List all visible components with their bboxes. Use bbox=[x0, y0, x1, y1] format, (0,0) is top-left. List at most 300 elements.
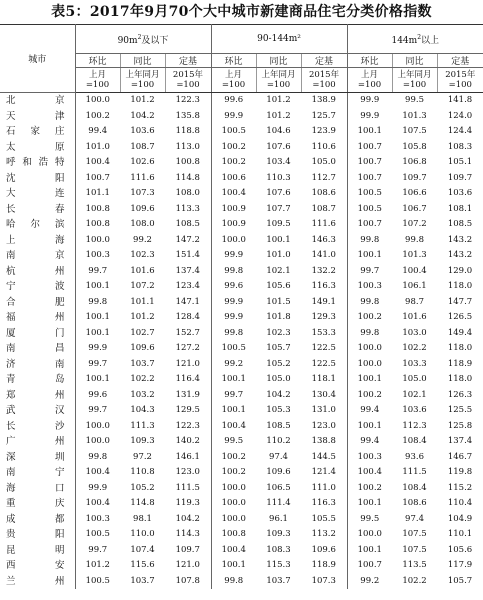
index-value: 100.1 bbox=[357, 126, 382, 136]
index-value: 101.2 bbox=[130, 312, 155, 322]
index-value: 111.0 bbox=[301, 481, 347, 497]
index-value: 102.2 bbox=[402, 575, 427, 586]
index-value: 108.4 bbox=[402, 482, 427, 493]
index-value: 99.7 bbox=[224, 389, 244, 400]
index-value: 109.5 bbox=[266, 219, 291, 229]
index-value: 149.1 bbox=[301, 295, 347, 311]
city-name: 昆明 bbox=[0, 543, 75, 559]
index-value: 118.0 bbox=[447, 374, 473, 384]
base-header: 上年同月 =100 bbox=[120, 68, 165, 93]
index-value: 101.2 bbox=[266, 110, 291, 121]
index-value: 105.5 bbox=[301, 512, 347, 528]
table-row bbox=[0, 155, 483, 171]
sub-header: 定基 bbox=[165, 54, 211, 68]
index-value: 107.5 bbox=[402, 544, 427, 555]
index-value: 108.4 bbox=[402, 436, 427, 446]
index-value: 97.4 bbox=[405, 513, 424, 524]
sub-header: 环比 bbox=[347, 54, 392, 68]
index-value: 100.0 bbox=[85, 420, 110, 431]
index-value: 100.1 bbox=[221, 374, 246, 384]
sub-header: 环比 bbox=[75, 54, 120, 68]
index-value: 100.0 bbox=[221, 482, 246, 493]
index-value: 102.1 bbox=[266, 265, 291, 276]
index-value: 98.1 bbox=[133, 513, 152, 524]
index-value: 113.2 bbox=[301, 527, 347, 543]
table-row bbox=[0, 341, 483, 357]
index-value: 101.8 bbox=[266, 312, 291, 322]
index-value: 108.5 bbox=[447, 219, 473, 229]
index-value: 111.5 bbox=[165, 481, 211, 497]
city-name: 厦门 bbox=[0, 326, 75, 342]
index-value: 146.1 bbox=[165, 450, 211, 466]
table-row bbox=[0, 171, 483, 187]
index-value: 100.0 bbox=[85, 436, 110, 446]
index-value: 123.0 bbox=[165, 465, 211, 481]
city-name: 重庆 bbox=[0, 496, 75, 512]
city-name: 太原 bbox=[0, 140, 75, 156]
index-value: 105.2 bbox=[130, 482, 155, 493]
index-value: 99.9 bbox=[88, 482, 108, 493]
base-header: 2015年 =100 bbox=[437, 68, 483, 93]
index-value: 101.0 bbox=[85, 141, 110, 152]
index-value: 103.4 bbox=[266, 157, 291, 167]
index-value: 118.1 bbox=[301, 372, 347, 388]
city-name: 南宁 bbox=[0, 465, 75, 481]
index-value: 100.1 bbox=[357, 544, 382, 555]
index-value: 101.6 bbox=[130, 265, 155, 276]
index-value: 105.8 bbox=[402, 141, 427, 152]
index-value: 103.7 bbox=[130, 358, 155, 369]
index-value: 127.2 bbox=[165, 341, 211, 357]
index-value: 100.5 bbox=[357, 188, 382, 198]
index-value: 102.1 bbox=[402, 389, 427, 400]
index-value: 114.3 bbox=[165, 527, 211, 543]
index-value: 107.6 bbox=[266, 188, 291, 198]
index-value: 97.4 bbox=[269, 451, 288, 462]
index-value: 99.7 bbox=[88, 544, 108, 555]
table-row bbox=[0, 233, 483, 249]
index-value: 99.9 bbox=[224, 312, 244, 322]
index-value: 107.7 bbox=[266, 203, 291, 214]
index-value: 146.7 bbox=[447, 451, 473, 462]
index-value: 102.3 bbox=[130, 250, 155, 260]
index-value: 132.2 bbox=[301, 264, 347, 280]
index-value: 118.9 bbox=[301, 558, 347, 574]
index-value: 126.3 bbox=[447, 389, 473, 400]
index-value: 100.0 bbox=[357, 529, 382, 539]
index-value: 143.2 bbox=[447, 250, 473, 260]
city-name: 兰州 bbox=[0, 574, 75, 590]
index-value: 100.1 bbox=[357, 420, 382, 431]
index-value: 100.1 bbox=[221, 405, 246, 415]
index-value: 101.2 bbox=[266, 95, 291, 105]
index-value: 100.2 bbox=[357, 312, 382, 322]
index-value: 96.1 bbox=[269, 513, 288, 524]
index-value: 99.5 bbox=[224, 436, 244, 446]
index-value: 102.6 bbox=[130, 157, 155, 167]
table-row bbox=[0, 512, 483, 528]
index-value: 104.2 bbox=[266, 389, 291, 400]
index-value: 106.7 bbox=[402, 203, 427, 214]
index-value: 100.7 bbox=[357, 560, 382, 570]
index-value: 112.7 bbox=[301, 171, 347, 187]
index-value: 108.3 bbox=[447, 141, 473, 152]
index-value: 111.4 bbox=[266, 498, 291, 508]
city-name: 郑州 bbox=[0, 388, 75, 404]
index-value: 112.3 bbox=[402, 420, 427, 431]
index-value: 147.1 bbox=[165, 295, 211, 311]
index-value: 109.6 bbox=[130, 343, 155, 353]
table-row bbox=[0, 264, 483, 280]
index-value: 100.1 bbox=[85, 374, 110, 384]
index-value: 102.2 bbox=[130, 374, 155, 384]
table-row bbox=[0, 403, 483, 419]
index-value: 99.7 bbox=[360, 265, 380, 276]
index-value: 100.2 bbox=[357, 482, 382, 493]
table-row bbox=[0, 217, 483, 233]
index-value: 100.4 bbox=[85, 467, 110, 477]
city-name: 呼和浩特 bbox=[0, 155, 75, 171]
index-value: 100.6 bbox=[221, 172, 246, 183]
city-name: 天津 bbox=[0, 109, 75, 125]
index-value: 99.4 bbox=[360, 436, 380, 446]
index-value: 110.4 bbox=[447, 498, 473, 508]
index-value: 99.2 bbox=[133, 234, 152, 245]
index-value: 100.7 bbox=[357, 172, 382, 183]
table-row bbox=[0, 388, 483, 404]
index-value: 100.0 bbox=[357, 343, 382, 353]
index-value: 100.4 bbox=[357, 467, 382, 477]
table-row bbox=[0, 124, 483, 140]
index-value: 121.0 bbox=[165, 357, 211, 373]
index-value: 108.6 bbox=[402, 498, 427, 508]
index-value: 99.8 bbox=[360, 234, 380, 245]
index-value: 100.1 bbox=[266, 234, 291, 245]
index-value: 108.7 bbox=[301, 202, 347, 218]
table-row bbox=[0, 93, 483, 109]
index-value: 100.0 bbox=[85, 234, 110, 245]
table-row bbox=[0, 574, 483, 590]
index-value: 122.5 bbox=[301, 357, 347, 373]
index-value: 93.6 bbox=[405, 451, 424, 462]
index-value: 99.5 bbox=[405, 95, 424, 105]
table-row bbox=[0, 527, 483, 543]
index-value: 107.5 bbox=[402, 126, 427, 136]
index-value: 121.4 bbox=[301, 465, 347, 481]
index-value: 100.1 bbox=[357, 498, 382, 508]
index-value: 100.2 bbox=[221, 451, 246, 462]
sub-header: 同比 bbox=[120, 54, 165, 68]
index-value: 100.1 bbox=[357, 250, 382, 260]
index-value: 100.2 bbox=[221, 467, 246, 477]
index-value: 106.5 bbox=[266, 482, 291, 493]
index-value: 100.9 bbox=[221, 203, 246, 214]
index-value: 108.7 bbox=[130, 141, 155, 152]
index-value: 100.5 bbox=[221, 126, 246, 136]
index-value: 105.0 bbox=[402, 374, 427, 384]
index-value: 100.1 bbox=[221, 560, 246, 570]
table-row bbox=[0, 140, 483, 156]
index-value: 110.3 bbox=[266, 172, 291, 183]
index-value: 97.2 bbox=[133, 451, 152, 462]
index-value: 99.7 bbox=[88, 405, 108, 415]
index-value: 101.2 bbox=[85, 560, 110, 570]
index-value: 115.6 bbox=[130, 560, 155, 570]
index-value: 108.5 bbox=[266, 420, 291, 431]
table-row bbox=[0, 357, 483, 373]
index-value: 146.3 bbox=[301, 233, 347, 249]
group-header-medium: 90-144m² bbox=[211, 25, 347, 54]
index-value: 107.2 bbox=[402, 219, 427, 229]
city-name: 合肥 bbox=[0, 295, 75, 311]
index-value: 144.5 bbox=[301, 450, 347, 466]
index-value: 111.3 bbox=[130, 420, 155, 431]
index-value: 100.4 bbox=[221, 420, 246, 431]
index-value: 104.2 bbox=[165, 512, 211, 528]
index-value: 124.0 bbox=[447, 110, 473, 121]
city-name: 广州 bbox=[0, 434, 75, 450]
index-value: 100.3 bbox=[85, 513, 110, 524]
index-value: 102.7 bbox=[130, 327, 155, 338]
table-row bbox=[0, 202, 483, 218]
index-value: 116.3 bbox=[301, 496, 347, 512]
index-value: 100.9 bbox=[221, 219, 246, 229]
index-value: 115.2 bbox=[447, 482, 473, 493]
index-value: 99.8 bbox=[224, 265, 244, 276]
city-name: 石家庄 bbox=[0, 124, 75, 140]
index-value: 109.6 bbox=[130, 203, 155, 214]
index-value: 100.5 bbox=[357, 203, 382, 214]
index-value: 110.8 bbox=[130, 467, 155, 477]
sub-header: 同比 bbox=[256, 54, 301, 68]
index-value: 122.5 bbox=[301, 341, 347, 357]
group-header-small: $90m^2$及以下 bbox=[75, 25, 211, 54]
table-row bbox=[0, 496, 483, 512]
index-value: 99.9 bbox=[88, 343, 108, 353]
index-value: 100.1 bbox=[85, 281, 110, 291]
index-value: 126.5 bbox=[447, 312, 473, 322]
sub-header: 定基 bbox=[437, 54, 483, 68]
index-value: 152.7 bbox=[165, 326, 211, 342]
index-value: 101.2 bbox=[130, 95, 155, 105]
index-value: 105.3 bbox=[266, 405, 291, 415]
sub-header: 定基 bbox=[301, 54, 347, 68]
index-value: 100.5 bbox=[221, 343, 246, 353]
index-value: 105.7 bbox=[447, 575, 473, 586]
city-name: 北京 bbox=[0, 93, 75, 109]
index-value: 122.3 bbox=[165, 419, 211, 435]
index-value: 99.9 bbox=[224, 296, 244, 307]
index-value: 103.3 bbox=[402, 358, 427, 369]
index-value: 100.2 bbox=[221, 157, 246, 167]
city-name: 青岛 bbox=[0, 372, 75, 388]
index-value: 107.2 bbox=[130, 281, 155, 291]
table-row bbox=[0, 186, 483, 202]
city-name: 武汉 bbox=[0, 403, 75, 419]
index-value: 99.8 bbox=[224, 575, 244, 586]
index-value: 125.7 bbox=[301, 109, 347, 125]
index-value: 99.2 bbox=[360, 575, 380, 586]
index-value: 147.2 bbox=[165, 233, 211, 249]
index-value: 116.3 bbox=[301, 279, 347, 295]
city-name: 南昌 bbox=[0, 341, 75, 357]
index-value: 108.3 bbox=[266, 544, 291, 555]
index-value: 103.7 bbox=[266, 575, 291, 586]
index-value: 103.7 bbox=[130, 575, 155, 586]
table-row bbox=[0, 279, 483, 295]
index-value: 99.6 bbox=[224, 281, 244, 291]
index-value: 110.6 bbox=[301, 140, 347, 156]
index-value: 138.9 bbox=[301, 93, 347, 109]
index-value: 100.4 bbox=[221, 188, 246, 198]
index-value: 99.9 bbox=[224, 250, 244, 260]
index-value: 153.3 bbox=[301, 326, 347, 342]
table-row bbox=[0, 543, 483, 559]
index-value: 100.8 bbox=[85, 203, 110, 214]
index-value: 99.2 bbox=[224, 358, 244, 369]
table-row bbox=[0, 372, 483, 388]
city-name: 杭州 bbox=[0, 264, 75, 280]
city-name: 大连 bbox=[0, 186, 75, 202]
index-value: 129.3 bbox=[301, 310, 347, 326]
index-value: 100.8 bbox=[85, 219, 110, 229]
index-value: 137.4 bbox=[447, 436, 473, 446]
index-value: 100.7 bbox=[357, 141, 382, 152]
city-name: 济南 bbox=[0, 357, 75, 373]
index-value: 99.8 bbox=[88, 451, 108, 462]
table-row bbox=[0, 419, 483, 435]
index-value: 108.6 bbox=[301, 186, 347, 202]
index-value: 149.4 bbox=[447, 327, 473, 338]
index-value: 109.6 bbox=[266, 467, 291, 477]
index-value: 129.0 bbox=[447, 265, 473, 276]
index-value: 101.3 bbox=[402, 110, 427, 121]
index-value: 103.0 bbox=[402, 327, 427, 338]
index-value: 137.4 bbox=[165, 264, 211, 280]
index-value: 105.0 bbox=[266, 374, 291, 384]
base-header: 上年同月 =100 bbox=[392, 68, 437, 93]
index-value: 103.6 bbox=[402, 405, 427, 415]
index-value: 100.7 bbox=[357, 219, 382, 229]
index-value: 100.4 bbox=[221, 544, 246, 555]
index-value: 101.1 bbox=[85, 188, 110, 198]
city-name: 哈尔滨 bbox=[0, 217, 75, 233]
city-name: 西安 bbox=[0, 558, 75, 574]
index-value: 125.5 bbox=[447, 405, 473, 415]
index-value: 100.0 bbox=[357, 358, 382, 369]
index-value: 111.5 bbox=[402, 467, 427, 477]
index-value: 100.1 bbox=[357, 374, 382, 384]
index-value: 100.4 bbox=[85, 498, 110, 508]
index-value: 99.8 bbox=[360, 296, 380, 307]
base-header: 2015年 =100 bbox=[301, 68, 347, 93]
index-value: 99.6 bbox=[224, 95, 244, 105]
index-value: 100.3 bbox=[85, 250, 110, 260]
index-value: 107.8 bbox=[165, 574, 211, 590]
index-value: 100.0 bbox=[221, 234, 246, 245]
index-value: 100.2 bbox=[221, 141, 246, 152]
base-header: 上月 =100 bbox=[75, 68, 120, 93]
index-value: 103.6 bbox=[447, 188, 473, 198]
index-value: 113.5 bbox=[402, 560, 427, 570]
index-value: 99.8 bbox=[88, 296, 108, 307]
index-value: 100.7 bbox=[357, 157, 382, 167]
city-name: 宁波 bbox=[0, 279, 75, 295]
index-value: 99.9 bbox=[224, 110, 244, 121]
index-value: 100.1 bbox=[85, 312, 110, 322]
city-name: 福州 bbox=[0, 310, 75, 326]
index-value: 107.5 bbox=[402, 529, 427, 539]
index-value: 100.0 bbox=[85, 95, 110, 105]
base-header: 上月 =100 bbox=[211, 68, 256, 93]
index-value: 115.3 bbox=[266, 560, 291, 570]
table-row bbox=[0, 450, 483, 466]
index-value: 114.8 bbox=[130, 498, 155, 508]
index-value: 99.8 bbox=[224, 327, 244, 338]
index-value: 99.6 bbox=[88, 389, 108, 400]
index-value: 101.1 bbox=[130, 296, 155, 307]
index-value: 109.3 bbox=[266, 529, 291, 539]
index-value: 123.9 bbox=[301, 124, 347, 140]
index-value: 99.5 bbox=[360, 513, 380, 524]
index-value: 100.8 bbox=[221, 529, 246, 539]
index-value: 107.3 bbox=[301, 574, 347, 590]
city-name: 沈阳 bbox=[0, 171, 75, 187]
base-header: 上月 =100 bbox=[347, 68, 392, 93]
index-value: 105.1 bbox=[447, 157, 473, 167]
index-value: 99.8 bbox=[360, 327, 380, 338]
index-value: 135.8 bbox=[165, 109, 211, 125]
table-row bbox=[0, 465, 483, 481]
table-row bbox=[0, 434, 483, 450]
index-value: 104.9 bbox=[447, 513, 473, 524]
index-value: 100.8 bbox=[165, 155, 211, 171]
index-value: 107.3 bbox=[130, 188, 155, 198]
index-value: 99.9 bbox=[360, 110, 380, 121]
base-header: 上年同月 =100 bbox=[256, 68, 301, 93]
index-value: 147.7 bbox=[447, 296, 473, 307]
index-value: 108.5 bbox=[165, 217, 211, 233]
index-value: 123.4 bbox=[165, 279, 211, 295]
table-row bbox=[0, 310, 483, 326]
index-value: 99.4 bbox=[360, 405, 380, 415]
city-name: 南京 bbox=[0, 248, 75, 264]
index-value: 129.5 bbox=[165, 403, 211, 419]
index-value: 100.0 bbox=[221, 513, 246, 524]
table-row bbox=[0, 248, 483, 264]
index-value: 98.7 bbox=[405, 296, 424, 307]
index-value: 99.7 bbox=[88, 265, 108, 276]
city-name: 成都 bbox=[0, 512, 75, 528]
index-value: 103.2 bbox=[130, 389, 155, 400]
price-index-table bbox=[0, 24, 483, 589]
index-value: 99.9 bbox=[360, 95, 380, 105]
index-value: 114.8 bbox=[165, 171, 211, 187]
city-name: 深圳 bbox=[0, 450, 75, 466]
index-value: 104.2 bbox=[130, 110, 155, 121]
index-value: 118.0 bbox=[447, 281, 473, 291]
index-value: 122.3 bbox=[165, 93, 211, 109]
index-value: 118.0 bbox=[447, 343, 473, 353]
index-value: 104.3 bbox=[130, 405, 155, 415]
index-value: 106.8 bbox=[402, 157, 427, 167]
index-value: 128.4 bbox=[165, 310, 211, 326]
index-value: 108.1 bbox=[447, 203, 473, 214]
index-value: 110.2 bbox=[266, 436, 291, 446]
index-value: 117.9 bbox=[447, 560, 473, 570]
index-value: 109.6 bbox=[301, 543, 347, 559]
index-value: 111.6 bbox=[301, 217, 347, 233]
